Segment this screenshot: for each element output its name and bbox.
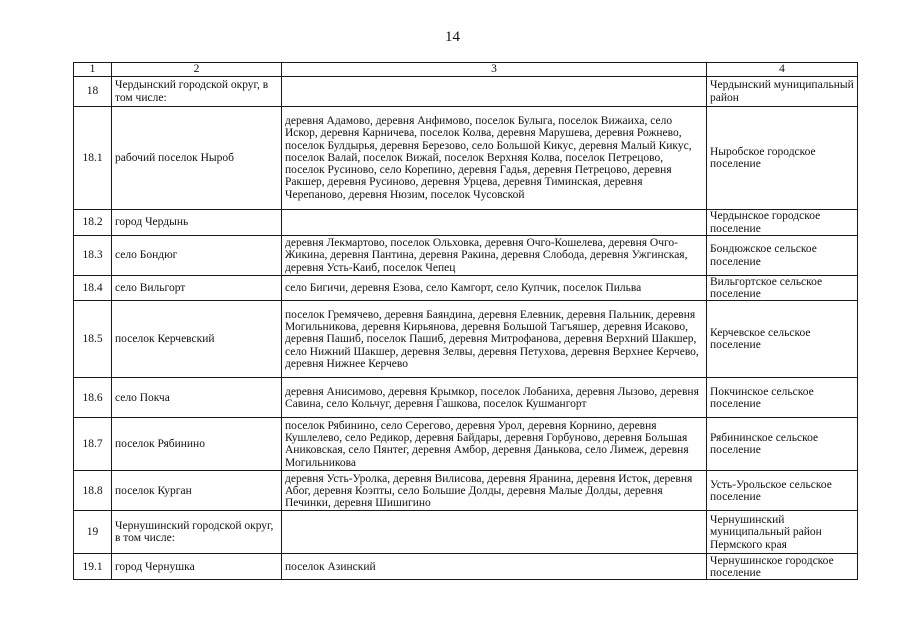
settlement-list: поселок Гремячево, деревня Баяндина, деревня Елевник, деревня Пальник, деревня Могильникова, деревня Кирьянова, деревня Большой Тагъяшер, деревня Исаково, деревня Пашиб, поселок Пашиб, деревня Митрофанова, деревня Верхний Шакшер, село Нижний Шакшер, деревня Зелвы, деревня Петухова, деревня Верхнее Керчево, деревня Нижнее Керчево [282,301,707,378]
row-number: 19.1 [74,554,112,580]
settlement-center: село Бондюг [112,236,282,276]
row-number: 18.4 [74,276,112,301]
municipality-name: Бондюжское сельское поселение [707,236,858,276]
row-number: 18.5 [74,301,112,378]
municipality-name: Усть-Урольское сельское поселение [707,471,858,511]
table-row [74,418,858,471]
settlement-center: рабочий поселок Ныроб [112,107,282,210]
table-row [74,210,858,236]
table-row [74,511,858,554]
settlement-list: деревня Лекмартово, поселок Ольховка, деревня Очго-Кошелева, деревня Очго-Жикина, деревня Пантина, деревня Ракина, деревня Слобода, деревня Ужгинская, деревня Усть-Каиб, поселок Чепец [282,236,707,276]
row-number: 18.8 [74,471,112,511]
settlement-list [282,210,707,236]
municipality-name: Керчевское сельское поселение [707,301,858,378]
row-number: 18.6 [74,378,112,418]
table-row [74,276,858,301]
settlement-center: село Покча [112,378,282,418]
row-number: 18.1 [74,107,112,210]
settlement-list: поселок Рябинино, село Серегово, деревня Урол, деревня Корнино, деревня Кушлелево, село Редикор, деревня Байдары, деревня Горбуново, деревня Большая Аниковская, село Пянтег, деревня Амбор, деревня Данькова, село Лимеж, деревня Могильникова [282,418,707,471]
municipality-name: Ныробское городское поселение [707,107,858,210]
municipality-name: Чердынский муниципальный район [707,77,858,107]
settlement-list: деревня Анисимово, деревня Крымкор, поселок Лобаниха, деревня Лызово, деревня Савина, село Кольчуг, деревня Гашкова, поселок Кушмангорт [282,378,707,418]
settlement-list [282,77,707,107]
column-header: 3 [282,63,707,77]
settlement-list [282,511,707,554]
settlement-list: деревня Адамово, деревня Анфимово, поселок Булыга, поселок Вижаиха, село Искор, деревня Карничева, поселок Колва, деревня Марушева, деревня Рожнево, поселок Булдырья, деревня Березово, село Большой Кикус, деревня Малый Кикус, поселок Валай, поселок Вижай, поселок Верхняя Колва, поселок Петрецово, поселок Русиново, село Корепино, деревня Гадья, деревня Петрецово, деревня Ракшер, деревня Русиново, деревня Урцева, деревня Тиминская, деревня Черепаново, деревня Нюзим, поселок Чусовской [282,107,707,210]
municipality-name: Чернушинское городское поселение [707,554,858,580]
municipality-name: Покчинское сельское поселение [707,378,858,418]
settlement-list: село Бигичи, деревня Езова, село Камгорт, село Купчик, поселок Пильва [282,276,707,301]
settlement-center: город Чердынь [112,210,282,236]
table-row [74,378,858,418]
settlement-center: поселок Керчевский [112,301,282,378]
row-number: 19 [74,511,112,554]
page-number: 14 [445,29,460,45]
table-header-row [74,63,858,77]
settlement-center: село Вильгорт [112,276,282,301]
settlement-list: поселок Азинский [282,554,707,580]
column-header: 1 [74,63,112,77]
municipality-name: Вильгортское сельское поселение [707,276,858,301]
municipality-name: Чернушинский муниципальный район Пермского края [707,511,858,554]
column-header: 4 [707,63,858,77]
table-row [74,301,858,378]
row-number: 18.3 [74,236,112,276]
settlement-list: деревня Усть-Уролка, деревня Вилисова, деревня Яранина, деревня Исток, деревня Абог, деревня Коэпты, село Большие Долды, деревня Малые Долды, деревня Печинки, деревня Шишигино [282,471,707,511]
table-row [74,471,858,511]
municipality-name: Чердынское городское поселение [707,210,858,236]
table-row [74,107,858,210]
settlement-center: поселок Курган [112,471,282,511]
column-header: 2 [112,63,282,77]
municipality-name: Рябининское сельское поселение [707,418,858,471]
okrug-name: Чердынский городской округ, в том числе: [112,77,282,107]
table-row [74,236,858,276]
row-number: 18.2 [74,210,112,236]
table-row [74,554,858,580]
okrug-name: Чернушинский городской округ, в том числе: [112,511,282,554]
row-number: 18 [74,77,112,107]
settlements-table [73,62,858,580]
table-row [74,77,858,107]
settlement-center: город Чернушка [112,554,282,580]
row-number: 18.7 [74,418,112,471]
settlement-center: поселок Рябинино [112,418,282,471]
